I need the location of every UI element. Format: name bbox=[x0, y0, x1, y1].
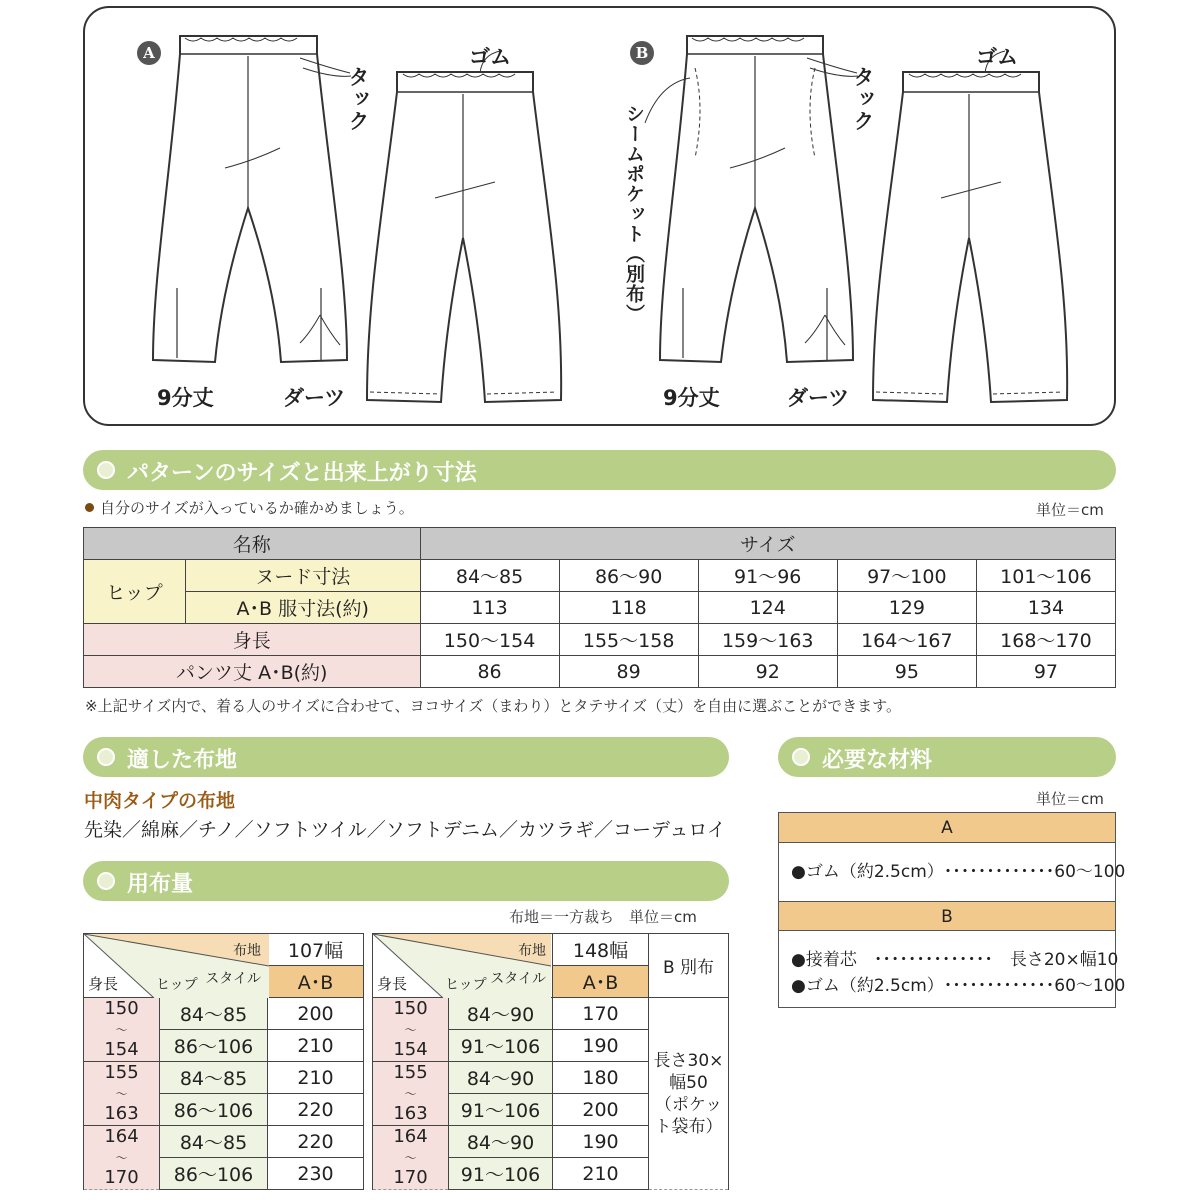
hip-range: 84〜90 bbox=[449, 1062, 553, 1094]
hip-range: 91〜106 bbox=[449, 1158, 553, 1190]
pants-illustrations bbox=[85, 8, 1118, 428]
style-ab-header: A･B bbox=[268, 966, 364, 998]
illustration-panel bbox=[83, 6, 1116, 426]
height-row bbox=[84, 624, 1116, 656]
nude-row bbox=[84, 560, 1116, 592]
yardage-note: 布地＝一方裁ち 単位＝cm bbox=[509, 908, 697, 926]
yardage-value: 210 bbox=[268, 1030, 364, 1062]
nude-label: ヌード寸法 bbox=[186, 560, 421, 592]
bullet-icon bbox=[85, 503, 94, 512]
hip-range: 86〜106 bbox=[160, 1094, 268, 1126]
tuck-label-a: タック bbox=[346, 66, 370, 132]
pants-cell: 86 bbox=[420, 656, 559, 688]
materials-box bbox=[778, 812, 1126, 1008]
pants-cell: 95 bbox=[837, 656, 976, 688]
pants-length-row bbox=[84, 656, 1116, 688]
width-148-header: 148幅 bbox=[553, 934, 649, 966]
height-cell: 164〜167 bbox=[837, 624, 976, 656]
corner-fabric: 布地 bbox=[518, 943, 546, 959]
nude-cell: 101〜106 bbox=[976, 560, 1115, 592]
pants-label: パンツ丈 A･B(約) bbox=[84, 656, 421, 688]
darts-label-a: ダーツ bbox=[283, 386, 346, 410]
materials-b-interfacing: ●接着芯 ･･････････････ 長さ20×幅10 bbox=[791, 950, 1119, 970]
hip-range: 91〜106 bbox=[449, 1030, 553, 1062]
section-dot-icon bbox=[792, 748, 810, 766]
yardage-value: 190 bbox=[553, 1030, 649, 1062]
yardage-section-title: 用布量 bbox=[127, 872, 194, 897]
materials-section-bar bbox=[778, 737, 1116, 777]
darts-label-b: ダーツ bbox=[787, 386, 850, 410]
materials-unit: 単位＝cm bbox=[1036, 790, 1104, 808]
height-range-2: 155 ～ 163 bbox=[84, 1062, 160, 1126]
corner-style: スタイル bbox=[490, 971, 546, 987]
materials-section-title: 必要な材料 bbox=[822, 748, 933, 773]
corner-hip: ヒップ bbox=[156, 977, 198, 993]
corner-cell bbox=[84, 934, 268, 998]
height-range-2: 155 ～ 163 bbox=[373, 1062, 449, 1126]
height-cell: 159〜163 bbox=[698, 624, 837, 656]
section-dot-icon bbox=[97, 461, 115, 479]
header-size: サイズ bbox=[420, 528, 1116, 560]
section-dot-icon bbox=[97, 872, 115, 890]
pants-a-front bbox=[153, 36, 347, 362]
hip-range: 84〜90 bbox=[449, 1126, 553, 1158]
hip-range: 86〜106 bbox=[160, 1030, 268, 1062]
garment-row bbox=[84, 592, 1116, 624]
height-label: 身長 bbox=[84, 624, 421, 656]
garment-cell: 134 bbox=[976, 592, 1115, 624]
fabric-section-bar bbox=[83, 737, 729, 777]
height-range-1: 150 ～ 154 bbox=[373, 998, 449, 1062]
nude-cell: 97〜100 bbox=[837, 560, 976, 592]
style-ab-header: A･B bbox=[553, 966, 649, 998]
materials-header-a: A bbox=[779, 813, 1115, 843]
length-label-a: 9分丈 bbox=[157, 386, 214, 410]
length-label-b: 9分丈 bbox=[663, 386, 720, 410]
pants-cell: 89 bbox=[559, 656, 698, 688]
yardage-value: 180 bbox=[553, 1062, 649, 1094]
size-header-row bbox=[84, 528, 1116, 560]
fabric-section-title: 適した布地 bbox=[127, 748, 238, 773]
corner-height: 身長 bbox=[377, 975, 408, 993]
hip-range: 86〜106 bbox=[160, 1158, 268, 1190]
nude-cell: 84〜85 bbox=[420, 560, 559, 592]
b-extra-header: B 別布 bbox=[649, 934, 729, 998]
b-extra-value: 長さ30×幅50（ポケット袋布） bbox=[649, 998, 729, 1190]
size-section-bar bbox=[83, 450, 1116, 490]
materials-a-gum: ●ゴム（約2.5cm）･････････････60〜100 bbox=[791, 862, 1126, 882]
seam-pocket-label-b: シームポケット（別布） bbox=[623, 104, 645, 324]
fabric-subtitle: 中肉タイプの布地 bbox=[84, 790, 236, 812]
corner-style: スタイル bbox=[205, 971, 261, 987]
pants-cell: 97 bbox=[976, 656, 1115, 688]
garment-label: A･B 服寸法(約) bbox=[186, 592, 421, 624]
corner-fabric: 布地 bbox=[233, 943, 261, 959]
size-footnote: ※上記サイズ内で、着る人のサイズに合わせて、ヨコサイズ（まわり）とタテサイズ（丈）を自由に選ぶことができます。 bbox=[85, 697, 901, 715]
materials-header-b: B bbox=[779, 901, 1115, 931]
yardage-value: 200 bbox=[553, 1094, 649, 1126]
size-section-title: パターンのサイズと出来上がり寸法 bbox=[127, 461, 477, 486]
fabric-list: 先染／綿麻／チノ／ソフトツイル／ソフトデニム／カツラギ／コーデュロイ bbox=[84, 819, 726, 841]
hip-range: 84〜90 bbox=[449, 998, 553, 1030]
nude-cell: 91〜96 bbox=[698, 560, 837, 592]
size-unit: 単位＝cm bbox=[1036, 501, 1104, 519]
materials-b-gum: ●ゴム（約2.5cm）･････････････60〜100 bbox=[791, 976, 1126, 996]
height-cell: 168〜170 bbox=[976, 624, 1115, 656]
garment-cell: 118 bbox=[559, 592, 698, 624]
style-b-badge: B bbox=[630, 41, 654, 65]
size-table bbox=[83, 527, 1116, 688]
yardage-table-148 bbox=[372, 933, 729, 1190]
hip-range: 84〜85 bbox=[160, 1126, 268, 1158]
yardage-value: 200 bbox=[268, 998, 364, 1030]
corner-hip: ヒップ bbox=[445, 977, 487, 993]
yardage-value: 210 bbox=[553, 1158, 649, 1190]
height-range-1: 150 ～ 154 bbox=[84, 998, 160, 1062]
width-107-header: 107幅 bbox=[268, 934, 364, 966]
nude-cell: 86〜90 bbox=[559, 560, 698, 592]
corner-height: 身長 bbox=[88, 975, 119, 993]
garment-cell: 124 bbox=[698, 592, 837, 624]
pants-cell: 92 bbox=[698, 656, 837, 688]
hip-label: ヒップ bbox=[84, 560, 186, 624]
yardage-value: 220 bbox=[268, 1094, 364, 1126]
height-range-3: 164 ～ 170 bbox=[84, 1126, 160, 1190]
pants-a-back bbox=[367, 72, 561, 402]
yardage-value: 220 bbox=[268, 1126, 364, 1158]
header-name: 名称 bbox=[84, 528, 421, 560]
garment-cell: 113 bbox=[420, 592, 559, 624]
garment-cell: 129 bbox=[837, 592, 976, 624]
pants-b-back bbox=[873, 72, 1067, 402]
tuck-label-b: タック bbox=[851, 66, 875, 132]
hip-range: 91〜106 bbox=[449, 1094, 553, 1126]
yardage-value: 170 bbox=[553, 998, 649, 1030]
yardage-value: 230 bbox=[268, 1158, 364, 1190]
corner-cell bbox=[373, 934, 553, 998]
gum-label-b: ゴム bbox=[976, 45, 1018, 69]
size-note: 自分のサイズが入っているか確かめましょう。 bbox=[85, 497, 414, 518]
height-cell: 150〜154 bbox=[420, 624, 559, 656]
pants-b-front bbox=[660, 36, 853, 362]
yardage-table-107 bbox=[83, 933, 364, 1190]
yardage-value: 190 bbox=[553, 1126, 649, 1158]
yardage-value: 210 bbox=[268, 1062, 364, 1094]
height-range-3: 164 ～ 170 bbox=[373, 1126, 449, 1190]
gum-label-a: ゴム bbox=[469, 45, 511, 69]
height-cell: 155〜158 bbox=[559, 624, 698, 656]
style-a-badge: A bbox=[137, 41, 161, 65]
hip-range: 84〜85 bbox=[160, 998, 268, 1030]
yardage-section-bar bbox=[83, 861, 729, 901]
hip-range: 84〜85 bbox=[160, 1062, 268, 1094]
section-dot-icon bbox=[97, 748, 115, 766]
